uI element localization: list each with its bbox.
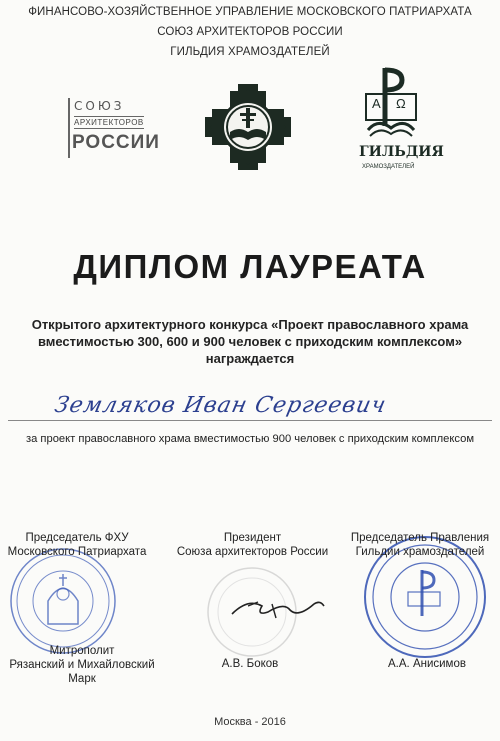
header-line-1: ФИНАНСОВО-ХОЗЯЙСТВЕННОЕ УПРАВЛЕНИЕ МОСКОВСКОГО ПАТРИАРХАТА — [28, 6, 472, 18]
header-line-2: СОЮЗ АРХИТЕКТОРОВ РОССИИ — [157, 26, 343, 38]
place-and-year: Москва - 2016 — [214, 716, 286, 728]
sig-fhu-position-2: Московского Патриархата — [7, 546, 147, 558]
sig-fhu-position-1: Председатель ФХУ — [25, 532, 129, 544]
signature-name-guild: А.А. Анисимов — [388, 658, 466, 670]
guild-logo — [358, 66, 444, 178]
fhu-stamp — [8, 546, 118, 656]
guild-name: ГИЛЬДИЯ — [359, 144, 444, 160]
signature-block-fhu — [2, 531, 152, 559]
logo-sar-word1: СОЮЗ — [74, 99, 125, 113]
handwritten-signature-sar — [228, 592, 328, 628]
sig-guild-position-2: Гильдии храмоздателей — [355, 546, 485, 558]
diploma-title: ДИПЛОМ ЛАУРЕАТА — [73, 248, 427, 285]
sig-guild-position-1: Председатель Правления — [350, 532, 490, 544]
awardee-name-handwritten: Земляков Иван Сергеевич — [52, 393, 389, 418]
award-reason: за проект православного храма вместимостью 900 человек с приходским комплексом — [25, 433, 475, 445]
sig-fhu-name-2: Рязанский и Михайловский — [9, 659, 155, 671]
name-underline — [8, 420, 492, 421]
contest-line-2: вместимостью 300, 600 и 900 человек с приходским комплексом» — [37, 334, 463, 349]
sig-sar-position-1: Президент — [223, 532, 282, 544]
logo-sar-word3: РОССИИ — [72, 132, 160, 153]
fhu-emblem-logo — [203, 82, 293, 172]
header-line-3: ГИЛЬДИЯ ХРАМОЗДАТЕЛЕЙ — [170, 46, 330, 58]
sig-fhu-name-3: Марк — [68, 673, 96, 685]
logo-sar-word2: АРХИТЕКТОРОВ — [74, 118, 144, 127]
contest-line-1: Открытого архитектурного конкурса «Проект православного храма — [31, 317, 469, 332]
sig-sar-position-2: Союза архитекторов России — [176, 546, 329, 558]
guild-omega: Ω — [396, 96, 406, 111]
signature-block-sar — [165, 531, 340, 559]
signature-name-sar: А.В. Боков — [221, 658, 279, 670]
union-of-architects-logo — [68, 98, 160, 158]
sig-fhu-name-1: Митрополит — [49, 645, 115, 657]
guild-alpha: А — [372, 96, 381, 111]
contest-line-3: награждается — [205, 351, 295, 366]
contest-description — [20, 316, 480, 367]
guild-sub: ХРАМОЗДАТЕЛЕЙ — [362, 164, 415, 170]
signature-name-fhu — [2, 644, 162, 686]
signature-block-guild — [342, 531, 498, 559]
